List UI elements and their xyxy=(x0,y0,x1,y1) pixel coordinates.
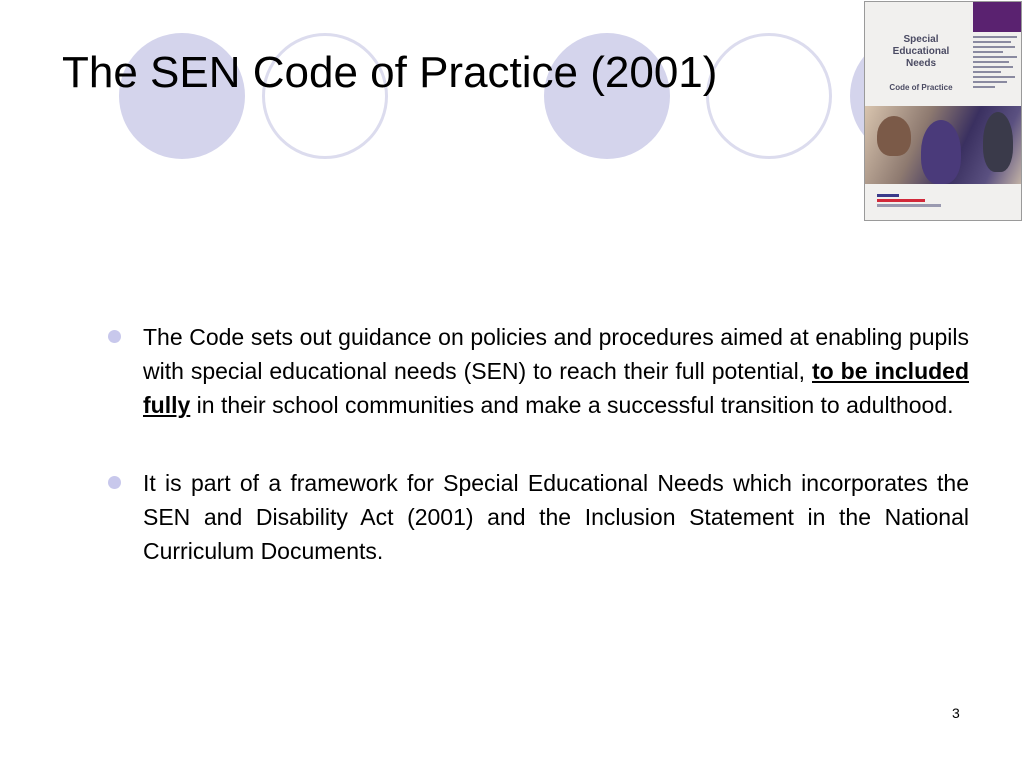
cover-title xyxy=(871,34,971,70)
bullet-marker xyxy=(108,476,121,489)
code-of-practice-cover-image xyxy=(864,1,1022,221)
bullet-item xyxy=(108,466,969,568)
bullet-text-after: in their school communities and make a successful transition to adulthood. xyxy=(190,392,954,418)
bullet-text: It is part of a framework for Special Educational Needs which incorporates the SEN and Disability Act (2001) and the Inclusion Statement in the National Curriculum Documents. xyxy=(143,470,969,564)
cover-publisher-logo xyxy=(877,194,947,209)
bullet-emphasis: to be included fully xyxy=(143,358,970,418)
bullet-marker xyxy=(108,330,121,343)
cover-text-block xyxy=(973,36,1019,91)
bullet-text-before: The Code sets out guidance on policies and procedures aimed at enabling pupils with special educational needs (SEN) to reach their full potential, xyxy=(143,324,969,384)
cover-title-line-1: Special xyxy=(903,34,939,45)
cover-title-line-2: Educational xyxy=(892,46,950,57)
bullet-text xyxy=(143,320,969,422)
cover-photo-figure xyxy=(983,112,1013,172)
cover-photo-figure xyxy=(921,120,961,184)
decor-circle-ring-2 xyxy=(706,33,832,159)
cover-title-line-3: Needs xyxy=(905,58,936,69)
bullet-item xyxy=(108,320,969,422)
bullet-list xyxy=(108,320,969,612)
cover-subtitle: Code of Practice xyxy=(889,83,953,92)
cover-photo xyxy=(865,106,1022,184)
page-number: 3 xyxy=(952,705,960,721)
slide-title: The SEN Code of Practice (2001) xyxy=(62,48,718,97)
cover-accent-block xyxy=(973,2,1022,32)
cover-photo-figure xyxy=(877,116,911,156)
